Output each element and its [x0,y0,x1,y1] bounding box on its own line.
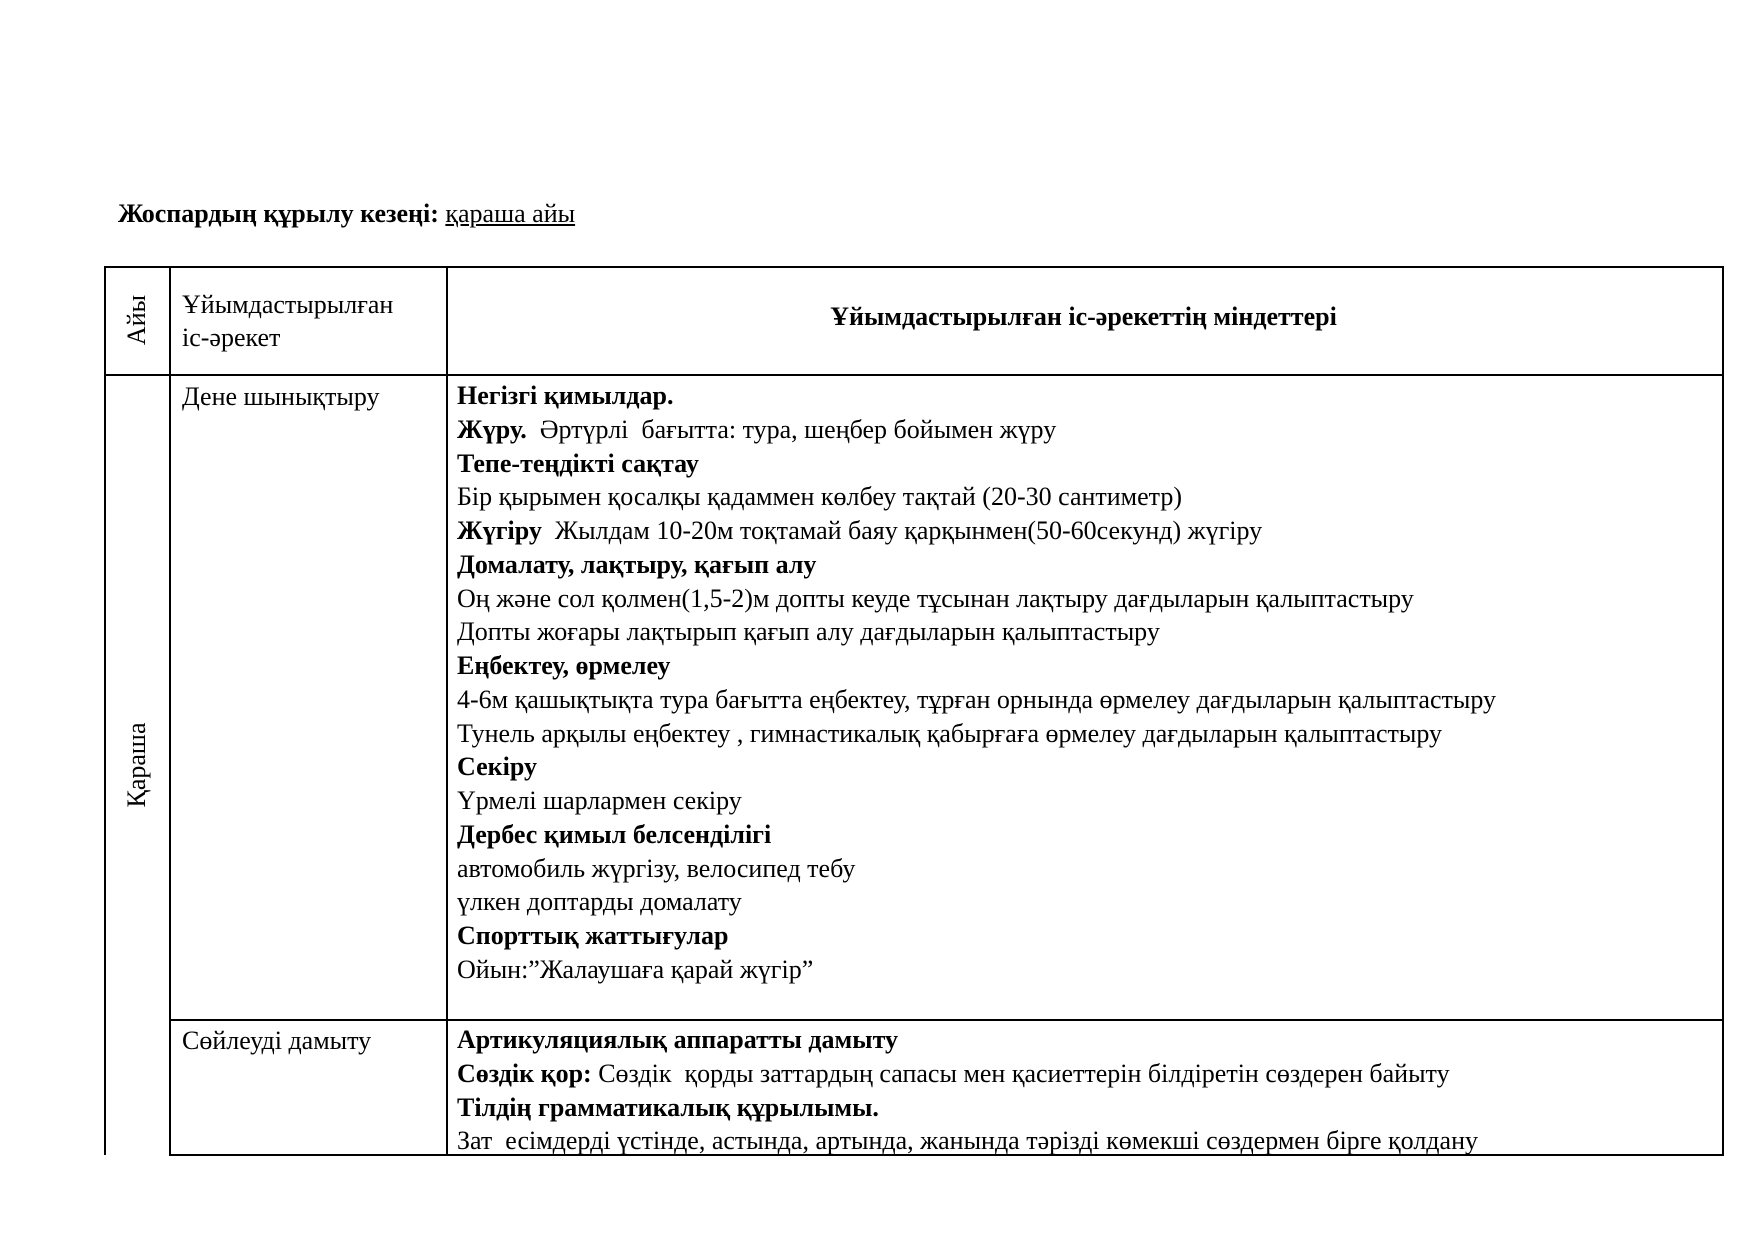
month-label: Қараша [121,722,151,808]
tasks-header-label: Ұйымдастырылған іс-әрекеттің міндеттері [830,302,1337,331]
activity-header-line2: іс-әрекет [182,323,281,352]
task-line [457,953,1717,987]
task-line [457,683,1717,717]
task-line-bold: Еңбектеу, өрмелеу [457,651,671,680]
task-line-text: Оң және сол қолмен(1,5-2)м допты кеуде тұсынан лақтыру дағдыларын қалыптастыру [457,583,1414,613]
task-line-text: Сөздік қорды заттардың сапасы мен қасиеттерін білдіретін сөздерен байыту [591,1058,1450,1088]
month-header-label: Айы [121,294,151,346]
plan-period-label: Жоспардың құрылу кезеңі: [118,199,439,228]
task-line [457,615,1717,649]
task-line [457,548,1717,582]
task-line-text: Зат есімдерді үстінде, астында, артында, жанында тәрізді көмекші сөздермен бірге қолдану [457,1126,1478,1156]
task-line [457,413,1717,447]
task-line [457,649,1717,683]
task-line-text: Әртүрлі бағытта: тура, шеңбер бойымен жүру [526,414,1057,444]
tasks-cell-speech-development [457,1023,1717,1158]
task-line [457,1023,1717,1057]
task-line [457,885,1717,919]
task-line-bold: Секіру [457,752,537,782]
month-column-divider [169,266,171,1155]
task-line [457,514,1717,548]
task-line [457,379,1717,413]
task-line-bold: Дербес қимыл белсенділігі [457,819,772,849]
task-line-text: Үрмелі шарлармен секіру [457,786,742,815]
task-line-bold: Домалату, лақтыру, қағып алу [457,549,817,579]
task-line [457,1091,1717,1125]
table-right-border [1722,266,1724,1155]
task-line [457,784,1717,818]
task-line-text: Допты жоғары лақтырып қағып алу дағдыларын қалыптастыру [457,617,1160,647]
task-line [457,1057,1717,1091]
task-line-bold: Артикуляциялық аппаратты дамыту [457,1025,898,1054]
row-divider [169,1019,1724,1021]
task-line [457,447,1717,481]
task-line-bold: Жүгіру [457,516,542,545]
task-line-bold: Спорттық жаттығулар [457,921,729,950]
task-line-bold: Жүру. [457,414,527,444]
task-line [457,717,1717,751]
activity-header-line1: Ұйымдастырылған [182,290,394,319]
activity-cell-physical-education: Дене шынықтыру [182,382,380,411]
task-line-text: автомобиль жүргізу, велосипед тебу [457,853,856,883]
plan-period-value: қараша айы [445,199,576,228]
header-bottom-border [104,374,1724,376]
task-line [457,750,1717,784]
plan-period-heading [118,198,575,230]
task-line [457,480,1717,514]
task-line [457,919,1717,953]
activity-column-divider [446,266,448,1155]
month-header-cell [104,266,169,374]
task-line [457,582,1717,616]
task-line [457,852,1717,886]
table-top-border [104,266,1724,268]
task-line-bold: Сөздік қор: [457,1058,592,1088]
task-line-text: Ойын:”Жалаушаға қарай жүгір” [457,954,814,984]
task-line-text: 4-6м қашықтықта тура бағытта еңбектеу, тұрған орнында өрмелеу дағдыларын қалыптастыру [457,684,1496,714]
task-line-text: Тунель арқылы еңбектеу , гимнастикалық қабырғаға өрмелеу дағдыларын қалыптастыру [457,718,1443,748]
month-cell [104,375,169,1155]
task-line-bold: Тілдің грамматикалық құрылымы. [457,1092,879,1122]
task-line-text: үлкен доптарды домалату [457,887,742,917]
tasks-cell-physical-education [457,379,1717,987]
task-line-bold: Негізгі қимылдар. [457,381,674,410]
task-line-text: Бір қырымен қосалқы қадаммен көлбеу тақтай (20-30 сантиметр) [457,482,1183,512]
task-line [457,1124,1717,1158]
task-line-text: Жылдам 10-20м тоқтамай баяу қарқынмен(50-60секунд) жүгіру [541,516,1263,545]
activity-cell-speech-development: Сөйлеуді дамыту [182,1026,372,1055]
activity-header-cell [182,288,432,354]
task-line [457,818,1717,852]
task-line-bold: Тепе-теңдікті сақтау [457,448,699,478]
